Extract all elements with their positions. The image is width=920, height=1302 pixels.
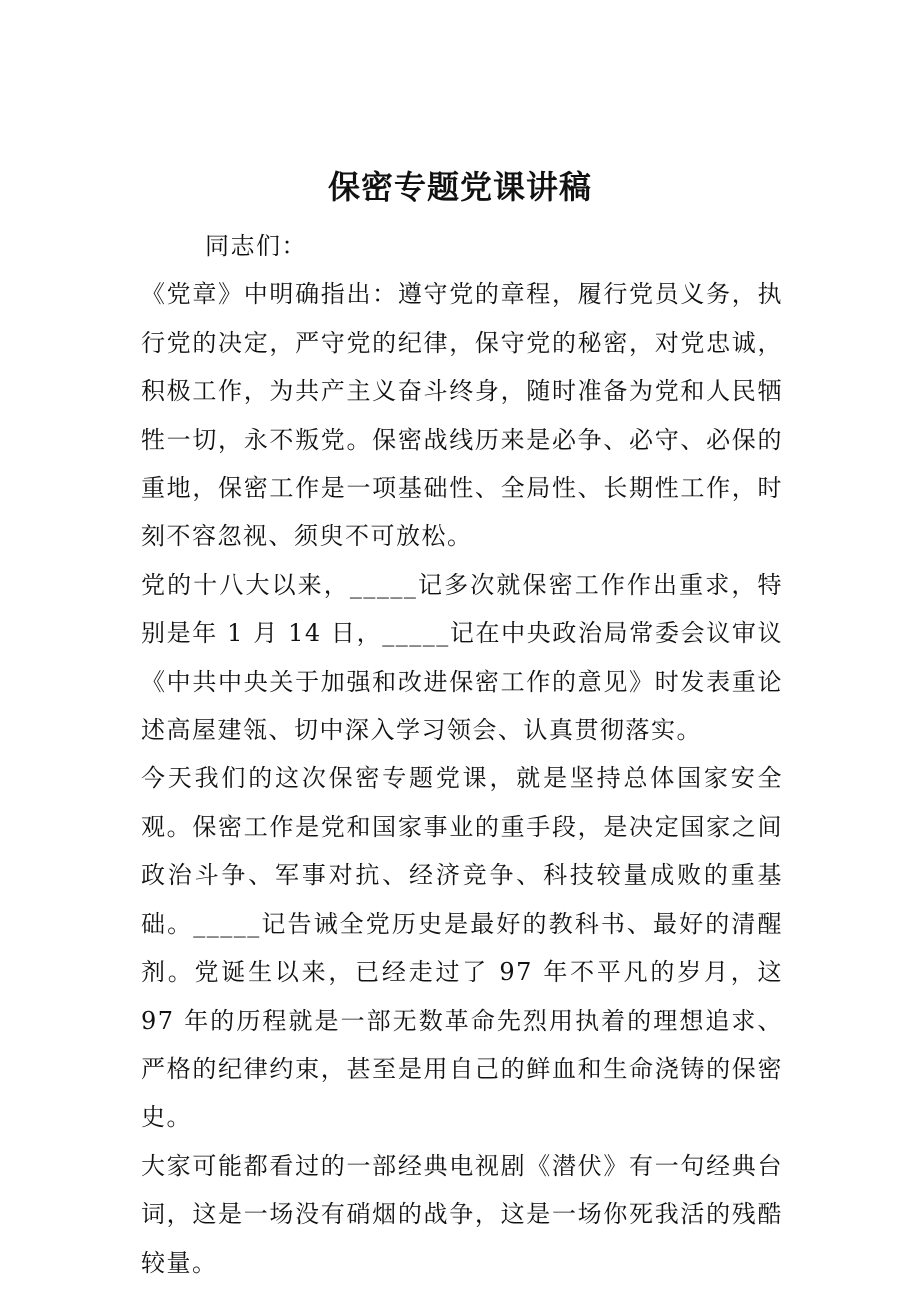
paragraph-4: 大家可能都看过的一部经典电视剧《潜伏》有一句经典台词，这是一场没有硝烟的战争，这是一场你死我活的残酷较量。 xyxy=(141,1151,783,1277)
salutation: 同志们： xyxy=(205,232,307,260)
paragraph-3: 今天我们的这次保密专题党课，就是坚持总体国家安全观。保密工作是党和国家事业的重手段，是决定国家之间政治斗争、军事对抗、经济竞争、科技较量成败的重基础。_____记告诫全党历史是最好的教科书、最好的清醒剂。党诞生以来，已经走过了 97 年不平凡的岁月，这 97 年的历程就是一部无数革命先烈用执着的理想追求、严格的纪律约束，甚至是用自己的鲜血和生命浇铸的保密史。 xyxy=(141,764,783,1132)
paragraph-1: 《党章》中明确指出：遵守党的章程，履行党员义务，执行党的决定，严守党的纪律，保守党的秘密，对党忠诚，积极工作，为共产主义奋斗终身，随时准备为党和人民牺牲一切，永不叛党。保密战线历来是必争、必守、必保的重地，保密工作是一项基础性、全局性、长期性工作，时刻不容忽视、须臾不可放松。 xyxy=(141,280,783,551)
paragraph-2: 党的十八大以来，_____记多次就保密工作作出重求，特别是年 1 月 14 日，_____记在中央政治局常委会议审议《中共中央关于加强和改进保密工作的意见》时发表重论述高屋建瓴、切中深入学习领会、认真贯彻落实。 xyxy=(141,570,783,745)
document-title: 保密专题党课讲稿 xyxy=(327,168,592,207)
document-body xyxy=(141,222,783,1287)
